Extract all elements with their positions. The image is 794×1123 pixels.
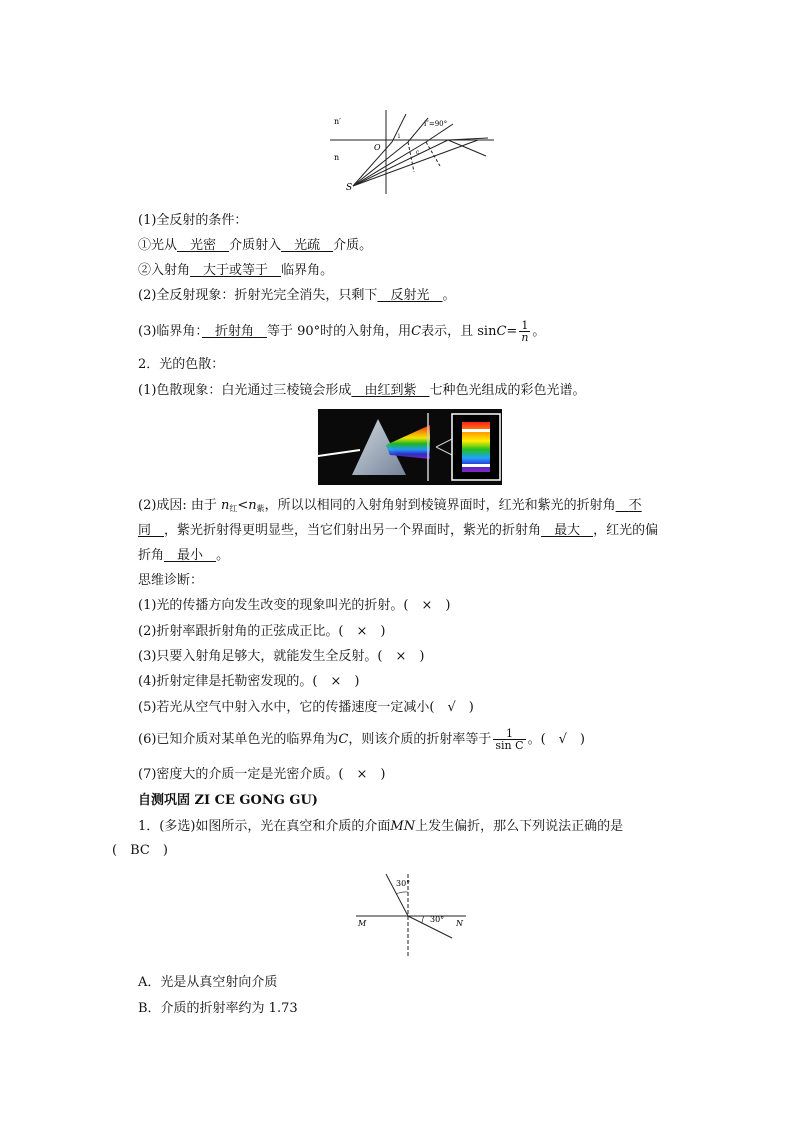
fig1-label-angle90: i″=90° bbox=[424, 120, 448, 128]
dispersion-phenomenon: (1)色散现象：白光通过三棱镜会形成 由红到紫 七种色光组成的彩色光谱。 bbox=[138, 383, 586, 398]
refraction-mn-diagram bbox=[356, 872, 466, 960]
total-reflection-diagram bbox=[328, 108, 494, 198]
condition-1: ①光从 光密 介质射入 光疏 介质。 bbox=[138, 238, 373, 253]
diagnosis-q7: (7)密度大的介质一定是光密介质。( × ) bbox=[138, 767, 386, 782]
condition-title: (1)全反射的条件： bbox=[138, 213, 248, 228]
total-reflection-phenomenon: (2)全反射现象：折射光完全消失，只剩下 反射光 。 bbox=[138, 288, 456, 303]
problem-1-stem: 1．(多选)如图所示，光在真空和介质的介面MN上发生偏折，那么下列说法正确的是 bbox=[138, 819, 624, 834]
fig2-angle-top: 30° bbox=[396, 879, 411, 888]
problem-1-answer: ( BC ) bbox=[112, 843, 168, 858]
fig2-label-N: N bbox=[456, 919, 463, 928]
condition-2: ②入射角 大于或等于 临界角。 bbox=[138, 263, 334, 278]
diagnosis-title: 思维诊断： bbox=[138, 573, 204, 588]
dispersion-cause-2: 同 ，紫光折射得更明显些，当它们射出另一个界面时，紫光的折射角 最大 ，红光的偏 bbox=[138, 523, 659, 538]
prism-dispersion-image bbox=[318, 409, 502, 485]
diagnosis-q1: (1)光的传播方向发生改变的现象叫光的折射。( × ) bbox=[138, 598, 451, 613]
fig2-label-M: M bbox=[358, 919, 367, 928]
diagnosis-q5: (5)若光从空气中射入水中，它的传播速度一定减小( √ ) bbox=[138, 700, 474, 715]
diagnosis-q4: (4)折射定律是托勒密发现的。( × ) bbox=[138, 674, 360, 689]
diagnosis-q2: (2)折射率跟折射角的正弦成正比。( × ) bbox=[138, 624, 386, 639]
dispersion-cause-1: (2)成因: 由于 $n_红<n_紫$，所以以相同的入射角射到棱镜界面时，红光和紫光的折射角 不 bbox=[138, 498, 642, 513]
dispersion-cause-3: 折角 最小 。 bbox=[138, 548, 230, 563]
fig1-label-nprime: n′ bbox=[334, 117, 341, 126]
fig2-angle-right: 30° bbox=[430, 915, 445, 924]
section-2-title: 2．光的色散： bbox=[138, 357, 225, 372]
diagnosis-q3: (3)只要入射角足够大，就能发生全反射。( × ) bbox=[138, 649, 425, 664]
option-b: B．介质的折射率约为 1.73 bbox=[138, 1001, 298, 1016]
self-test-title: 自测巩固 ZI CE GONG GU) bbox=[138, 793, 318, 808]
option-a: A．光是从真空射向介质 bbox=[138, 975, 278, 990]
fig1-label-S: S bbox=[346, 183, 353, 193]
fig1-label-O: O bbox=[374, 143, 381, 152]
critical-angle: (3)临界角： 折射角 等于 90°时的入射角，用C表示，且 sinC= $\frac{1}{n}$ 。 bbox=[138, 319, 546, 344]
fig1-label-n: n bbox=[334, 153, 340, 162]
diagnosis-q6: (6)已知介质对某单色光的临界角为C，则该介质的折射率等于 $\frac{1}{\text{sin C}}$ 。( √ ) bbox=[138, 727, 585, 752]
fig1-label-i: i bbox=[398, 133, 400, 140]
fig1-label-c: c bbox=[416, 149, 420, 156]
